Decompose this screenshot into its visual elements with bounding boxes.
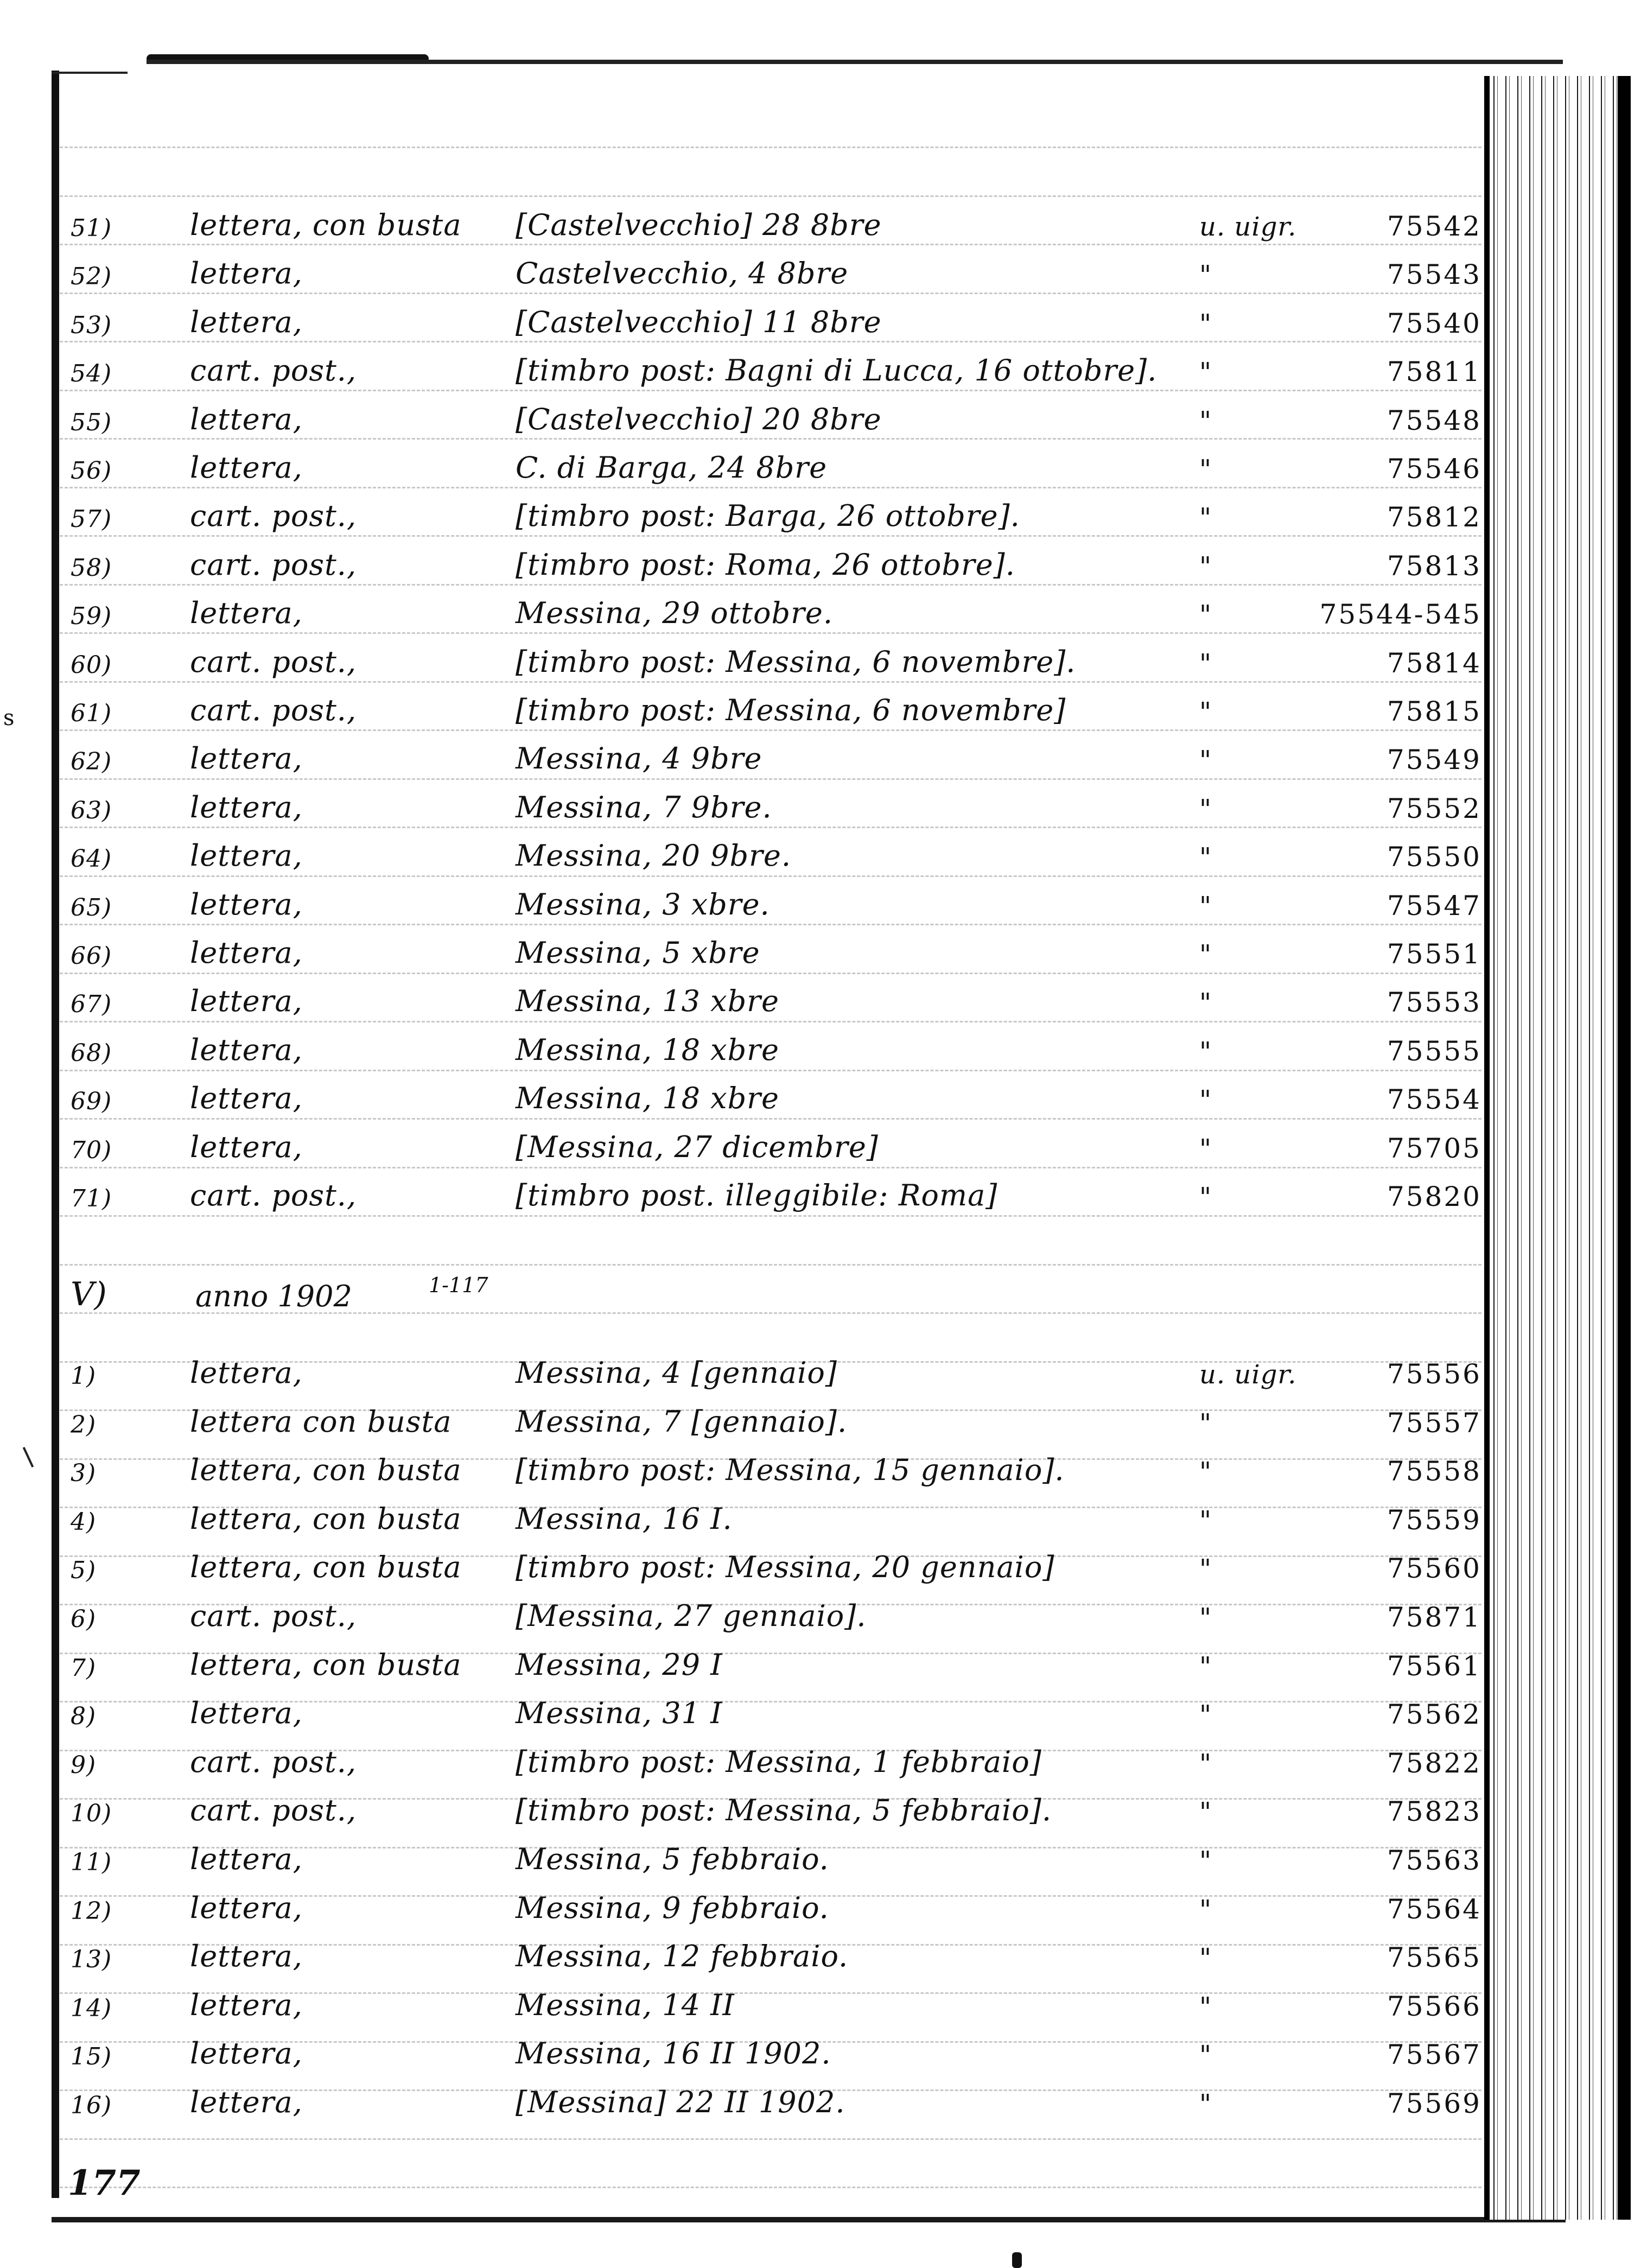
entry-inventory-number: 75705 bbox=[1387, 1132, 1481, 1164]
entry-collection: " bbox=[1199, 551, 1212, 582]
entry-description: [Castelvecchio] 11 8bre bbox=[516, 304, 882, 339]
entry-row bbox=[60, 930, 1481, 973]
entry-number: 66) bbox=[71, 942, 112, 970]
entry-number: 56) bbox=[71, 457, 112, 485]
entry-description: [Castelvecchio] 28 8bre bbox=[516, 208, 882, 242]
entry-description: [Messina, 27 gennaio]. bbox=[516, 1599, 867, 1633]
bottom-ink-mark bbox=[1012, 2252, 1022, 2268]
entry-description: [timbro post. illeggibile: Roma] bbox=[516, 1178, 998, 1212]
entry-row bbox=[60, 1836, 1481, 1879]
entry-description: Messina, 14 II bbox=[516, 1987, 735, 2022]
entry-collection: " bbox=[1199, 1182, 1212, 1212]
entry-row bbox=[60, 542, 1481, 585]
entry-collection: " bbox=[1199, 1457, 1212, 1488]
entry-number: 61) bbox=[71, 700, 112, 727]
entry-number: 11) bbox=[71, 1848, 112, 1876]
ruled-line bbox=[60, 2138, 1481, 2140]
entry-row bbox=[60, 1642, 1481, 1685]
entry-inventory-number: 75811 bbox=[1387, 356, 1481, 388]
entry-inventory-number: 75812 bbox=[1387, 501, 1481, 533]
entry-row bbox=[60, 1982, 1481, 2025]
entry-inventory-number: 75564 bbox=[1387, 1893, 1481, 1925]
entry-inventory-number: 75548 bbox=[1387, 404, 1481, 436]
entry-collection: " bbox=[1199, 1133, 1212, 1164]
entry-description: [timbro post: Barga, 26 ottobre]. bbox=[516, 499, 1020, 533]
entry-type: lettera, bbox=[190, 304, 303, 339]
entry-description: Castelvecchio, 4 8bre bbox=[516, 256, 849, 291]
entry-inventory-number: 75565 bbox=[1387, 1942, 1481, 1974]
entry-number: 53) bbox=[71, 311, 112, 339]
entry-row bbox=[60, 735, 1481, 779]
entry-collection: " bbox=[1199, 891, 1212, 922]
entry-inventory-number: 75563 bbox=[1387, 1845, 1481, 1876]
ruled-line bbox=[60, 195, 1481, 197]
margin-note: s bbox=[3, 706, 15, 730]
entry-number: 12) bbox=[71, 1897, 112, 1925]
entry-collection: " bbox=[1199, 1748, 1212, 1779]
entry-row bbox=[60, 1075, 1481, 1119]
entry-number: 70) bbox=[71, 1136, 112, 1164]
entry-collection: " bbox=[1199, 842, 1212, 873]
entry-inventory-number: 75823 bbox=[1387, 1796, 1481, 1828]
entry-row bbox=[60, 2030, 1481, 2074]
entry-inventory-number: 75550 bbox=[1387, 841, 1481, 873]
entry-number: 55) bbox=[71, 408, 112, 436]
entry-collection: " bbox=[1199, 1846, 1212, 1876]
page-bottom-border bbox=[52, 2217, 1566, 2222]
entry-row bbox=[60, 1593, 1481, 1636]
entry-description: [timbro post: Messina, 6 novembre] bbox=[516, 693, 1066, 727]
entry-type: cart. post., bbox=[190, 547, 357, 582]
entry-type: cart. post., bbox=[190, 1599, 357, 1633]
entry-type: cart. post., bbox=[190, 1178, 357, 1212]
entry-number: 71) bbox=[71, 1185, 112, 1212]
entry-collection: " bbox=[1199, 1651, 1212, 1682]
entry-type: lettera, bbox=[190, 2036, 303, 2071]
entry-description: [timbro post: Messina, 20 gennaio] bbox=[516, 1550, 1055, 1585]
section-range: 1-117 bbox=[429, 1273, 488, 1297]
page-number: 177 bbox=[68, 2163, 141, 2203]
entry-collection: u. uigr. bbox=[1199, 1359, 1297, 1390]
entry-row bbox=[60, 639, 1481, 682]
entry-type: lettera, bbox=[190, 1032, 303, 1067]
entry-type: lettera, bbox=[190, 402, 303, 436]
entry-inventory-number: 75544-545 bbox=[1319, 599, 1481, 631]
entry-description: Messina, 18 xbre bbox=[516, 1081, 779, 1116]
entry-type: lettera, bbox=[190, 1890, 303, 1925]
entry-inventory-number: 75822 bbox=[1387, 1747, 1481, 1779]
entry-description: Messina, 31 I bbox=[516, 1696, 723, 1731]
entry-collection: " bbox=[1199, 1991, 1212, 2022]
entry-number: 64) bbox=[71, 845, 112, 873]
entry-number: 58) bbox=[71, 554, 112, 582]
entry-row bbox=[60, 881, 1481, 925]
entry-inventory-number: 75557 bbox=[1387, 1407, 1481, 1439]
ruled-line bbox=[60, 1264, 1481, 1266]
page-left-border bbox=[52, 71, 59, 2198]
entry-number: 2) bbox=[71, 1411, 97, 1439]
entry-collection: " bbox=[1199, 697, 1212, 727]
entry-type: lettera, bbox=[190, 1842, 303, 1876]
entry-description: Messina, 7 [gennaio]. bbox=[516, 1404, 848, 1439]
ruled-line bbox=[60, 147, 1481, 148]
entry-row bbox=[60, 299, 1481, 342]
entry-number: 65) bbox=[71, 893, 112, 922]
entry-inventory-number: 75546 bbox=[1387, 453, 1481, 485]
entry-inventory-number: 75543 bbox=[1387, 259, 1481, 291]
entry-description: C. di Barga, 24 8bre bbox=[516, 450, 828, 485]
entry-row bbox=[60, 202, 1481, 245]
entry-number: 60) bbox=[71, 651, 112, 679]
entry-inventory-number: 75540 bbox=[1387, 307, 1481, 339]
entry-number: 14) bbox=[71, 1994, 112, 2022]
entry-row bbox=[60, 1544, 1481, 1587]
entry-inventory-number: 75559 bbox=[1387, 1504, 1481, 1536]
entry-collection: " bbox=[1199, 405, 1212, 436]
entry-description: Messina, 29 ottobre. bbox=[516, 596, 834, 631]
entry-type: lettera, bbox=[190, 256, 303, 291]
entry-inventory-number: 75813 bbox=[1387, 550, 1481, 582]
entry-type: cart. post., bbox=[190, 353, 357, 388]
entry-row bbox=[60, 1690, 1481, 1733]
entry-description: Messina, 7 9bre. bbox=[516, 790, 772, 824]
book-spine-edge bbox=[1484, 76, 1631, 2220]
entry-collection: " bbox=[1199, 1408, 1212, 1439]
entry-description: Messina, 5 febbraio. bbox=[516, 1842, 829, 1876]
entry-row bbox=[60, 1739, 1481, 1782]
entry-type: lettera, bbox=[190, 1939, 303, 1974]
entry-inventory-number: 75569 bbox=[1387, 2088, 1481, 2119]
entry-inventory-number: 75552 bbox=[1387, 792, 1481, 824]
entry-row bbox=[60, 1027, 1481, 1070]
entry-description: [timbro post: Messina, 1 febbraio] bbox=[516, 1744, 1042, 1779]
entry-row bbox=[60, 784, 1481, 828]
entry-number: 52) bbox=[71, 263, 112, 291]
entry-description: [timbro post: Roma, 26 ottobre]. bbox=[516, 547, 1015, 582]
entry-row bbox=[60, 1787, 1481, 1831]
entry-inventory-number: 75820 bbox=[1387, 1181, 1481, 1212]
entry-collection: " bbox=[1199, 1603, 1212, 1633]
entry-description: Messina, 3 xbre. bbox=[516, 887, 770, 922]
entry-collection: " bbox=[1199, 1797, 1212, 1828]
entry-number: 15) bbox=[71, 2043, 112, 2071]
entry-row bbox=[60, 2079, 1481, 2123]
entry-row bbox=[60, 833, 1481, 876]
entry-number: 4) bbox=[71, 1508, 97, 1536]
entry-collection: " bbox=[1199, 357, 1212, 388]
entry-description: Messina, 9 febbraio. bbox=[516, 1890, 829, 1925]
entry-type: lettera, bbox=[190, 1696, 303, 1731]
section-number: V) bbox=[71, 1275, 107, 1313]
entry-collection: " bbox=[1199, 600, 1212, 631]
entry-type: lettera, bbox=[190, 984, 303, 1019]
entry-type: cart. post., bbox=[190, 644, 357, 679]
entry-type: lettera, bbox=[190, 1081, 303, 1116]
entry-number: 9) bbox=[71, 1751, 97, 1779]
entry-inventory-number: 75553 bbox=[1387, 987, 1481, 1019]
entry-inventory-number: 75547 bbox=[1387, 890, 1481, 922]
entry-type: lettera, bbox=[190, 1987, 303, 2022]
entry-row bbox=[60, 347, 1481, 391]
entry-number: 54) bbox=[71, 360, 112, 388]
entry-collection: " bbox=[1199, 745, 1212, 776]
entry-type: cart. post., bbox=[190, 499, 357, 533]
entry-collection: " bbox=[1199, 1085, 1212, 1116]
entry-row bbox=[60, 1447, 1481, 1490]
entry-type: cart. post., bbox=[190, 693, 357, 727]
entry-description: Messina, 5 xbre bbox=[516, 936, 760, 970]
entry-number: 63) bbox=[71, 796, 112, 824]
entry-description: [timbro post: Messina, 5 febbraio]. bbox=[516, 1793, 1052, 1828]
entry-row bbox=[60, 1172, 1481, 1216]
entry-inventory-number: 75566 bbox=[1387, 1990, 1481, 2022]
entry-row bbox=[60, 396, 1481, 440]
entry-type: lettera, bbox=[190, 887, 303, 922]
entry-row bbox=[60, 687, 1481, 730]
entry-collection: " bbox=[1199, 1505, 1212, 1536]
entry-description: Messina, 12 febbraio. bbox=[516, 1939, 849, 1974]
entry-inventory-number: 75554 bbox=[1387, 1084, 1481, 1116]
entry-collection: " bbox=[1199, 1554, 1212, 1585]
entry-row bbox=[60, 1933, 1481, 1977]
page-top-border bbox=[0, 60, 1563, 67]
entry-inventory-number: 75561 bbox=[1387, 1650, 1481, 1682]
entry-number: 10) bbox=[71, 1800, 112, 1828]
entry-row bbox=[60, 590, 1481, 633]
entry-collection: " bbox=[1199, 260, 1212, 291]
entry-type: cart. post., bbox=[190, 1744, 357, 1779]
entry-number: 62) bbox=[71, 748, 112, 776]
entry-type: lettera, bbox=[190, 596, 303, 631]
entry-inventory-number: 75814 bbox=[1387, 647, 1481, 679]
entry-description: [Messina, 27 dicembre] bbox=[516, 1129, 879, 1164]
section-title: anno 1902 bbox=[195, 1279, 352, 1313]
entry-type: lettera, con busta bbox=[190, 1550, 462, 1585]
entry-number: 8) bbox=[71, 1702, 97, 1731]
entry-row bbox=[60, 978, 1481, 1021]
entry-collection: " bbox=[1199, 1700, 1212, 1731]
entry-number: 57) bbox=[71, 505, 112, 533]
entry-number: 5) bbox=[71, 1557, 97, 1585]
entry-row bbox=[60, 493, 1481, 536]
entry-row bbox=[60, 1124, 1481, 1167]
entry-number: 13) bbox=[71, 1946, 112, 1974]
entry-row bbox=[60, 444, 1481, 488]
entry-number: 59) bbox=[71, 602, 112, 631]
entry-type: lettera, con busta bbox=[190, 208, 462, 242]
entry-inventory-number: 75815 bbox=[1387, 696, 1481, 727]
entry-collection: " bbox=[1199, 939, 1212, 970]
entry-inventory-number: 75871 bbox=[1387, 1602, 1481, 1633]
entry-number: 16) bbox=[71, 2092, 112, 2119]
ruled-line bbox=[60, 2187, 1481, 2188]
entry-collection: u. uigr. bbox=[1199, 212, 1297, 242]
entry-row bbox=[60, 1350, 1481, 1393]
entry-type: lettera, bbox=[190, 2085, 303, 2119]
entry-number: 67) bbox=[71, 990, 112, 1019]
entry-type: lettera, bbox=[190, 838, 303, 873]
entry-row bbox=[60, 1885, 1481, 1928]
entry-collection: " bbox=[1199, 1894, 1212, 1925]
entry-description: Messina, 4 9bre bbox=[516, 741, 762, 776]
entry-description: [timbro post: Messina, 6 novembre]. bbox=[516, 644, 1076, 679]
entry-description: [timbro post: Bagni di Lucca, 16 ottobre]. bbox=[516, 353, 1158, 388]
entry-type: lettera, bbox=[190, 790, 303, 824]
entry-type: lettera, bbox=[190, 1356, 303, 1390]
entry-number: 68) bbox=[71, 1039, 112, 1067]
entry-type: lettera, con busta bbox=[190, 1501, 462, 1536]
entry-collection: " bbox=[1199, 1036, 1212, 1067]
entry-description: Messina, 16 I. bbox=[516, 1501, 733, 1536]
entry-description: Messina, 13 xbre bbox=[516, 984, 779, 1019]
entry-type: lettera, bbox=[190, 1129, 303, 1164]
entry-collection: " bbox=[1199, 648, 1212, 679]
entry-type: lettera, bbox=[190, 936, 303, 970]
section-heading bbox=[71, 1270, 722, 1313]
entry-collection: " bbox=[1199, 503, 1212, 533]
entry-number: 69) bbox=[71, 1088, 112, 1116]
entry-number: 51) bbox=[71, 214, 112, 242]
entry-collection: " bbox=[1199, 2089, 1212, 2119]
entry-row bbox=[60, 1399, 1481, 1442]
entry-inventory-number: 75551 bbox=[1387, 938, 1481, 970]
entry-type: lettera, bbox=[190, 741, 303, 776]
entry-collection: " bbox=[1199, 454, 1212, 485]
entry-number: 7) bbox=[71, 1654, 97, 1682]
entry-description: [Messina] 22 II 1902. bbox=[516, 2085, 845, 2119]
entry-number: 3) bbox=[71, 1459, 97, 1488]
entry-type: lettera, con busta bbox=[190, 1647, 462, 1682]
entry-collection: " bbox=[1199, 988, 1212, 1019]
entry-inventory-number: 75567 bbox=[1387, 2039, 1481, 2071]
entry-collection: " bbox=[1199, 1943, 1212, 1974]
entry-inventory-number: 75549 bbox=[1387, 744, 1481, 776]
entry-collection: " bbox=[1199, 793, 1212, 824]
entry-description: Messina, 29 I bbox=[516, 1647, 723, 1682]
entry-inventory-number: 75558 bbox=[1387, 1456, 1481, 1488]
entry-inventory-number: 75555 bbox=[1387, 1035, 1481, 1067]
entry-type: lettera con busta bbox=[190, 1404, 452, 1439]
entry-type: cart. post., bbox=[190, 1793, 357, 1828]
entry-collection: " bbox=[1199, 308, 1212, 339]
entry-number: 6) bbox=[71, 1605, 97, 1633]
entry-number: 1) bbox=[71, 1362, 97, 1390]
entry-inventory-number: 75560 bbox=[1387, 1553, 1481, 1585]
entry-type: lettera, con busta bbox=[190, 1453, 462, 1488]
entry-inventory-number: 75542 bbox=[1387, 211, 1481, 242]
entry-row bbox=[60, 250, 1481, 294]
entry-description: [timbro post: Messina, 15 gennaio]. bbox=[516, 1453, 1065, 1488]
entry-description: Messina, 16 II 1902. bbox=[516, 2036, 831, 2071]
margin-tick-mark bbox=[23, 1447, 34, 1467]
entry-description: Messina, 18 xbre bbox=[516, 1032, 779, 1067]
entry-description: Messina, 20 9bre. bbox=[516, 838, 791, 873]
entry-row bbox=[60, 1496, 1481, 1539]
entry-inventory-number: 75562 bbox=[1387, 1699, 1481, 1731]
entry-inventory-number: 75556 bbox=[1387, 1358, 1481, 1390]
entry-description: Messina, 4 [gennaio] bbox=[516, 1356, 837, 1390]
entry-collection: " bbox=[1199, 2040, 1212, 2071]
entry-type: lettera, bbox=[190, 450, 303, 485]
entry-description: [Castelvecchio] 20 8bre bbox=[516, 402, 882, 436]
